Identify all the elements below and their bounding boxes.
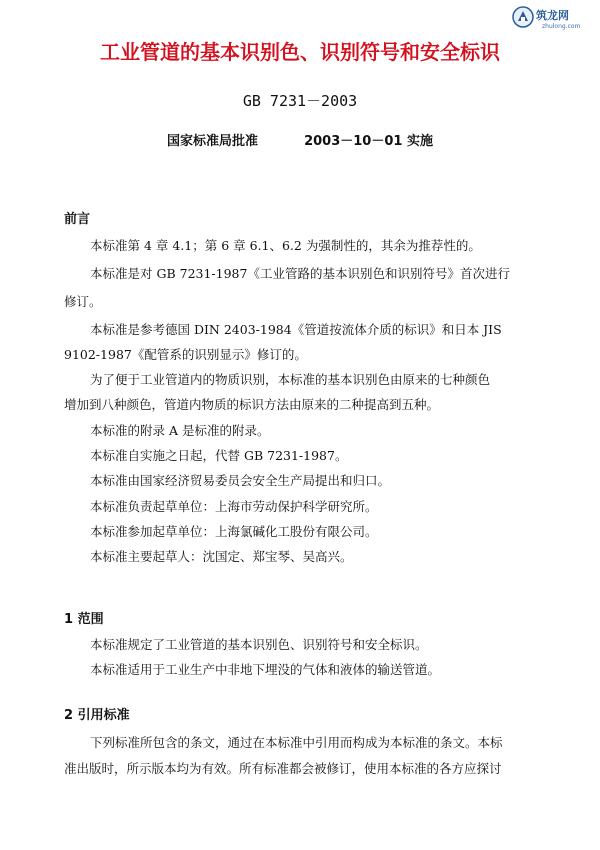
preface-paragraph: 本标准是参考德国 DIN 2403-1984《管道按流体介质的标识》和日本 JIS [90,322,502,337]
preface-paragraph: 本标准第 4 章 4.1；第 6 章 6.1、6.2 为强制性的，其余为推荐性的。 [90,238,481,253]
section-2-paragraph: 准出版时，所示版本均为有效。所有标准都会被修订，使用本标准的各方应探讨 [64,761,502,776]
section-1-paragraph: 本标准规定了工业管道的基本识别色、识别符号和安全标识。 [90,637,428,652]
preface-paragraph: 本标准参加起草单位：上海氯碱化工股份有限公司。 [90,524,378,539]
section-2-paragraph: 下列标准所包含的条文，通过在本标准中引用而构成为本标准的条文。本标 [90,735,503,750]
preface-paragraph: 本标准是对 GB 7231-1987《工业管路的基本识别色和识别符号》首次进行 [90,266,510,281]
standard-code: GB 7231－2003 [242,92,358,110]
preface-paragraph: 9102-1987《配管系的识别显示》修订的。 [64,347,307,362]
approval-authority: 国家标准局批准 [167,134,259,149]
section-1-paragraph: 本标准适用于工业生产中非地下埋没的气体和液体的输送管道。 [90,662,441,677]
approval-line [0,130,600,149]
watermark-brand: 筑龙网 [536,9,569,22]
preface-paragraph: 本标准自实施之日起，代替 GB 7231-1987。 [90,448,348,463]
preface-paragraph: 本标准主要起草人：沈国定、郑宝琴、吴高兴。 [90,549,353,564]
preface-heading: 前言 [64,212,91,227]
preface-paragraph: 为了便于工业管道内的物质识别，本标准的基本识别色由原来的七种颜色 [90,372,491,387]
preface-paragraph: 本标准由国家经济贸易委员会安全生产局提出和归口。 [90,473,391,488]
implementation-date: 2003－10－01 实施 [304,134,433,149]
watermark-logo [512,4,592,38]
watermark-site: zhulong.com [542,23,581,30]
section-1-heading: 1 范围 [64,612,104,627]
preface-paragraph: 本标准负责起草单位：上海市劳动保护科学研究所。 [90,499,378,514]
preface-paragraph: 本标准的附录 A 是标准的附录。 [90,423,270,438]
zhulong-logo-icon [512,6,534,28]
preface-paragraph: 增加到八种颜色，管道内物质的标识方法由原来的二种提高到五种。 [64,397,440,412]
preface-paragraph: 修订。 [64,294,102,309]
document-title: 工业管道的基本识别色、识别符号和安全标识 [100,40,500,64]
section-2-heading: 2 引用标准 [64,708,130,723]
